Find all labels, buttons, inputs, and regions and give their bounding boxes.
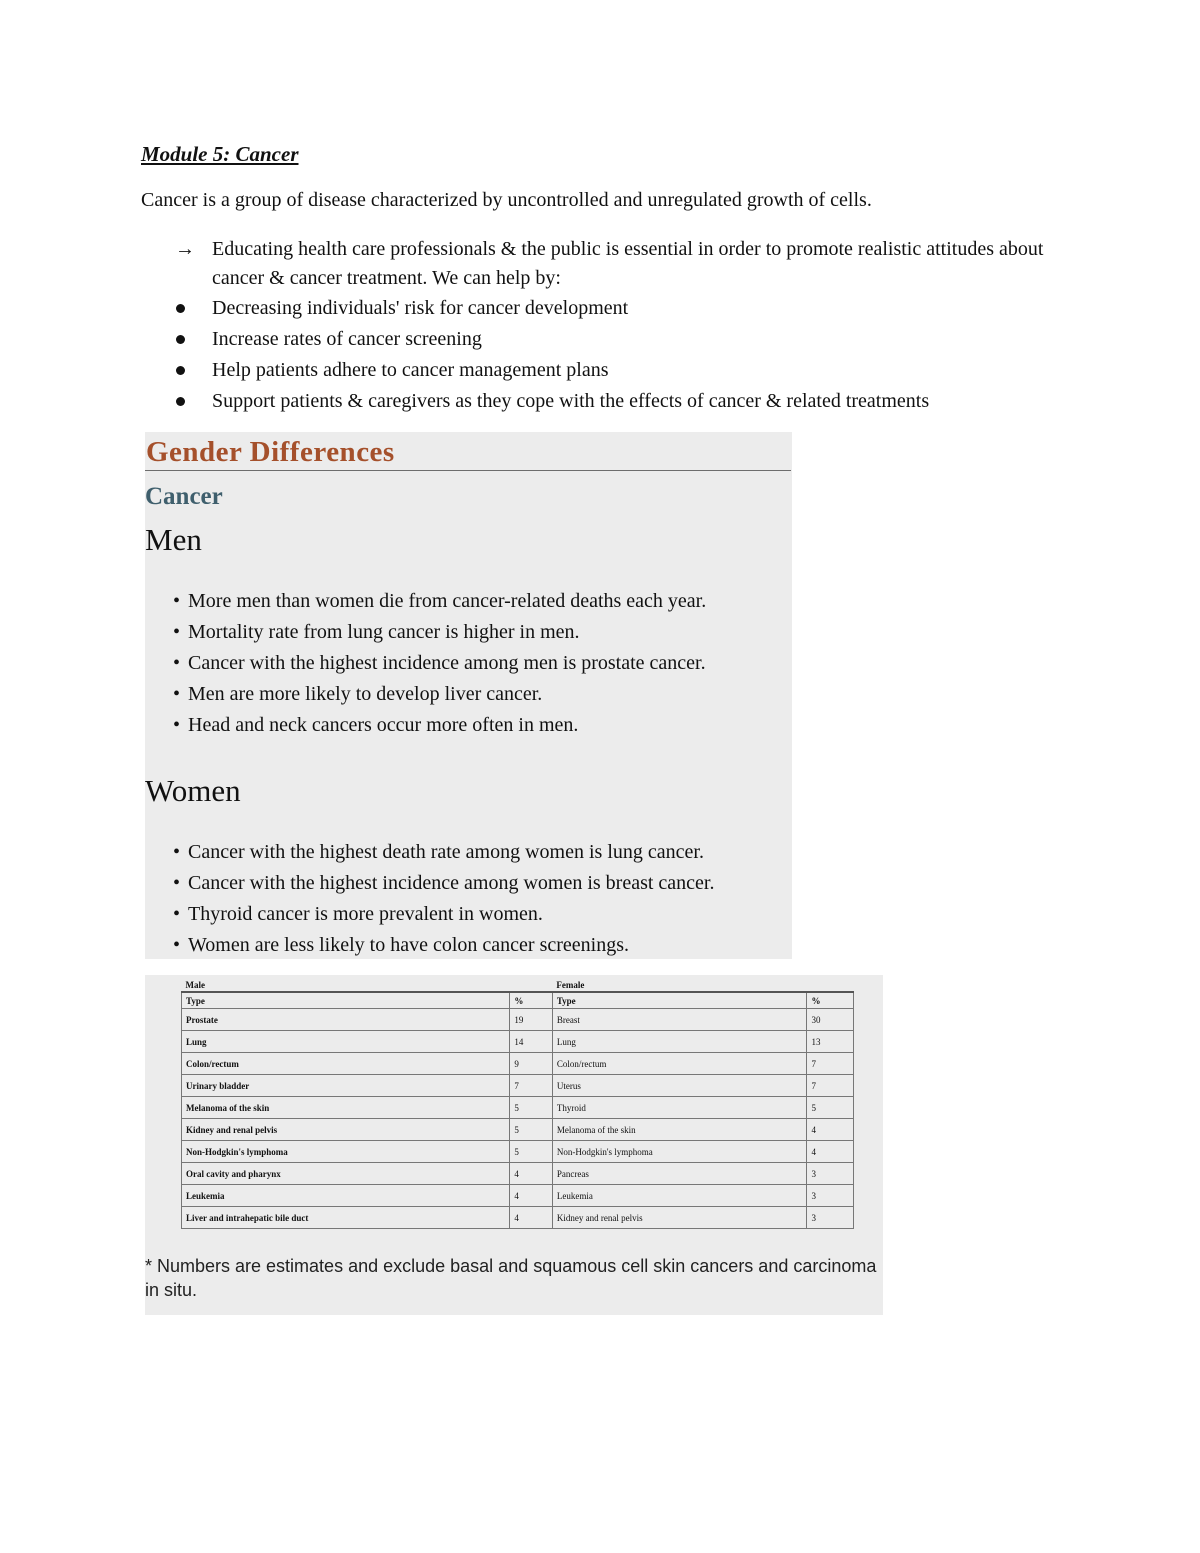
- female-label: Female: [552, 978, 853, 992]
- list-item: • Mortality rate from lung cancer is higher in men.: [173, 621, 580, 643]
- female-pct-header: %: [807, 992, 854, 1009]
- table-row: [182, 1119, 854, 1141]
- incidence-table: [181, 978, 854, 1229]
- list-item: • Cancer with the highest incidence among men is prostate cancer.: [173, 652, 706, 674]
- male-pct-cell: 19: [510, 1009, 552, 1031]
- male-pct-cell: 5: [510, 1119, 552, 1141]
- female-pct-cell: 30: [807, 1009, 854, 1031]
- female-type-cell: Thyroid: [552, 1097, 807, 1119]
- bullet-icon: [176, 366, 185, 375]
- table-group-header: [182, 978, 854, 992]
- list-item: • Cancer with the highest incidence among women is breast cancer.: [173, 872, 715, 894]
- male-type-cell: Oral cavity and pharynx: [182, 1163, 510, 1185]
- male-pct-cell: 7: [510, 1075, 552, 1097]
- female-pct-cell: 4: [807, 1141, 854, 1163]
- list-item: • Thyroid cancer is more prevalent in women.: [173, 903, 543, 925]
- male-pct-cell: 14: [510, 1031, 552, 1053]
- bullet-icon: [176, 397, 185, 406]
- list-item: • Women are less likely to have colon cancer screenings.: [173, 934, 629, 956]
- divider: [145, 470, 791, 471]
- male-type-cell: Urinary bladder: [182, 1075, 510, 1097]
- table-row: [182, 1141, 854, 1163]
- male-pct-cell: 5: [510, 1141, 552, 1163]
- female-pct-cell: 3: [807, 1185, 854, 1207]
- footnote: * Numbers are estimates and exclude basal and squamous cell skin cancers and carcinoma in situ.: [145, 1256, 877, 1300]
- list-item: Support patients & caregivers as they cope with the effects of cancer & related treatments: [175, 387, 929, 418]
- list-item: • More men than women die from cancer-related deaths each year.: [173, 590, 707, 612]
- male-type-cell: Kidney and renal pelvis: [182, 1119, 510, 1141]
- page-title: Module 5: Cancer: [141, 142, 299, 166]
- bullet-list: [175, 294, 929, 418]
- men-list: [173, 587, 706, 742]
- women-list: [173, 838, 714, 959]
- arrow-item-text: Educating health care professionals & the public is essential in order to promote realistic attitudes about cancer & cancer treatment. We can help by:: [212, 238, 1044, 289]
- female-pct-cell: 4: [807, 1119, 854, 1141]
- women-heading: Women: [145, 773, 241, 808]
- table-row: [182, 1185, 854, 1207]
- female-pct-cell: 5: [807, 1097, 854, 1119]
- female-pct-cell: 3: [807, 1207, 854, 1229]
- female-type-cell: Breast: [552, 1009, 807, 1031]
- men-heading: Men: [145, 522, 202, 557]
- male-pct-header: %: [510, 992, 552, 1009]
- male-pct-cell: 4: [510, 1185, 552, 1207]
- male-pct-cell: 9: [510, 1053, 552, 1075]
- female-type-cell: Melanoma of the skin: [552, 1119, 807, 1141]
- gender-title: Gender Differences: [146, 436, 395, 468]
- male-type-cell: Lung: [182, 1031, 510, 1053]
- male-pct-cell: 5: [510, 1097, 552, 1119]
- list-item: Decreasing individuals' risk for cancer development: [175, 294, 929, 325]
- incidence-table-panel: [145, 975, 883, 1315]
- female-type-cell: Non-Hodgkin's lymphoma: [552, 1141, 807, 1163]
- female-type-header: Type: [552, 992, 807, 1009]
- male-type-cell: Liver and intrahepatic bile duct: [182, 1207, 510, 1229]
- male-type-cell: Non-Hodgkin's lymphoma: [182, 1141, 510, 1163]
- male-type-cell: Prostate: [182, 1009, 510, 1031]
- male-type-cell: Leukemia: [182, 1185, 510, 1207]
- female-type-cell: Kidney and renal pelvis: [552, 1207, 807, 1229]
- female-pct-cell: 3: [807, 1163, 854, 1185]
- cancer-subheading: Cancer: [145, 483, 223, 510]
- table-row: [182, 1075, 854, 1097]
- female-type-cell: Lung: [552, 1031, 807, 1053]
- bullet-icon: [176, 335, 185, 344]
- female-type-cell: Leukemia: [552, 1185, 807, 1207]
- male-type-cell: Colon/rectum: [182, 1053, 510, 1075]
- female-type-cell: Colon/rectum: [552, 1053, 807, 1075]
- male-pct-cell: 4: [510, 1163, 552, 1185]
- intro-paragraph: Cancer is a group of disease characterized by uncontrolled and unregulated growth of cells.: [141, 189, 872, 211]
- bullet-icon: [176, 304, 185, 313]
- female-pct-cell: 13: [807, 1031, 854, 1053]
- table-row: [182, 1207, 854, 1229]
- table-header-row: [182, 992, 854, 1009]
- female-pct-cell: 7: [807, 1075, 854, 1097]
- list-item: Increase rates of cancer screening: [175, 325, 929, 356]
- table-row: [182, 1163, 854, 1185]
- table-row: [182, 1053, 854, 1075]
- arrow-right-icon: →: [175, 238, 195, 260]
- male-type-header: Type: [182, 992, 510, 1009]
- female-pct-cell: 7: [807, 1053, 854, 1075]
- list-item: • Head and neck cancers occur more often in men.: [173, 714, 579, 736]
- list-item: • Men are more likely to develop liver cancer.: [173, 683, 543, 705]
- female-type-cell: Uterus: [552, 1075, 807, 1097]
- male-type-cell: Melanoma of the skin: [182, 1097, 510, 1119]
- list-item: Help patients adhere to cancer management plans: [175, 356, 929, 387]
- gender-differences-panel: [145, 432, 792, 959]
- male-label: Male: [182, 978, 553, 992]
- table-row: [182, 1031, 854, 1053]
- male-pct-cell: 4: [510, 1207, 552, 1229]
- table-row: [182, 1097, 854, 1119]
- list-item: • Cancer with the highest death rate among women is lung cancer.: [173, 841, 704, 863]
- female-type-cell: Pancreas: [552, 1163, 807, 1185]
- table-row: [182, 1009, 854, 1031]
